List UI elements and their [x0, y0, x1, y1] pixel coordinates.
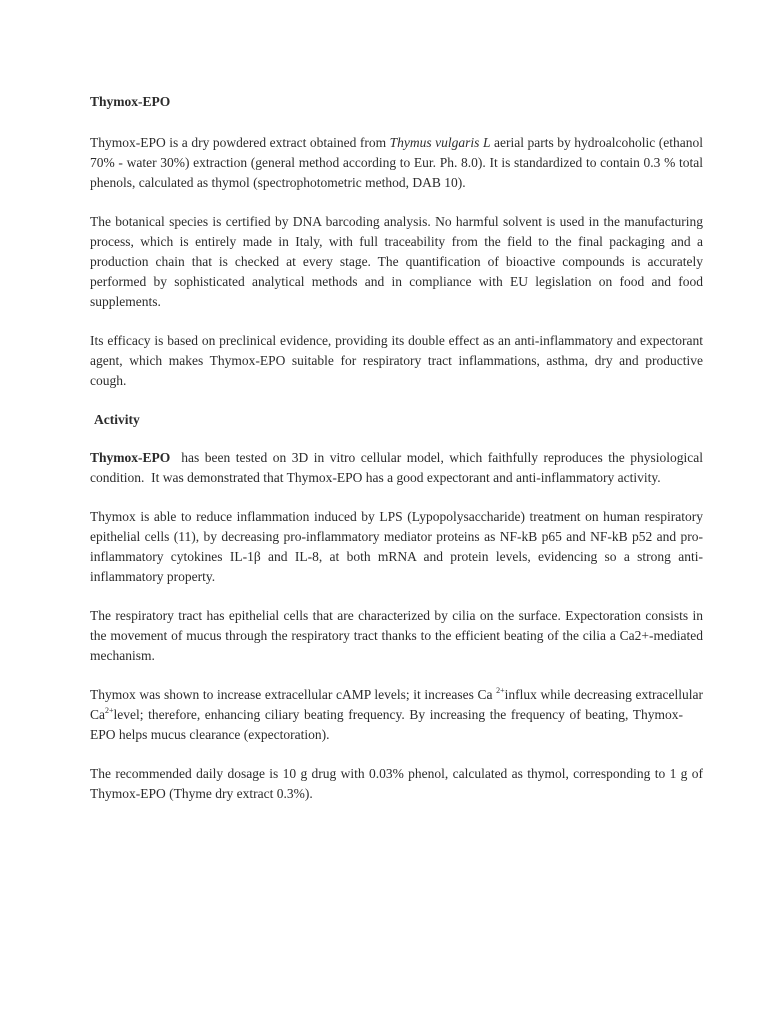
paragraph-camp: [90, 685, 703, 745]
p4-text-rest: has been tested on 3D in vitro cellular model, which faithfully reproduces the physiological condition. It was demonstrated that Thymox-EPO has a good expectorant and anti-inflammatory activity.: [90, 450, 707, 485]
superscript-2plus-b: 2+: [105, 706, 114, 715]
paragraph-efficacy: Its efficacy is based on preclinical evidence, providing its double effect as an anti-inflammatory and expectorant agent, which makes Thymox-EPO suitable for respiratory tract inflammations, asthma, dry and productive cough.: [90, 333, 703, 388]
paragraph-dosage: The recommended daily dosage is 10 g drug with 0.03% phenol, calculated as thymol, corresponding to 1 g of Thymox-EPO (Thyme dry extract 0.3%).: [90, 766, 703, 801]
p1-text-b: aerial parts by hydroalcoholic (ethanol 70% - water 30%) extraction (general method according to Eur. Ph. 8.0). It is standardized to contain 0.3 % total phenols, calculated as thymol (spectrophotometric method, DAB 10).: [90, 135, 704, 190]
paragraph-3d-model: [90, 448, 707, 488]
p1-text-a: Thymox-EPO is a dry powdered extract obtained from: [90, 135, 390, 150]
superscript-2plus-a: 2+: [496, 686, 505, 695]
p7-text-b: influx while decreasing extracellular Ca: [90, 687, 703, 722]
p7-text-d: EPO helps mucus clearance (expectoration).: [90, 727, 330, 742]
paragraph-anti-inflammatory: Thymox is able to reduce inflammation induced by LPS (Lypopolysaccharide) treatment on human respiratory epithelial cells (11), by decreasing pro-inflammatory mediator proteins as NF-kB p65 and NF-kB p52 and pro-inflammatory cytokines IL-1β and IL-8, at both mRNA and protein levels, evidencing so a strong anti-inflammatory property.: [90, 509, 703, 584]
product-name-bold: Thymox-EPO: [90, 450, 171, 465]
paragraph-extract-description: [90, 133, 703, 193]
species-name: Thymus vulgaris L: [389, 135, 491, 150]
p7-text-c: level; therefore, enhancing ciliary beating frequency. By increasing the frequency of beating, Thymox-: [113, 707, 683, 722]
p7-text-a: Thymox was shown to increase extracellular cAMP levels; it increases Ca: [90, 687, 497, 702]
paragraph-certification: The botanical species is certified by DNA barcoding analysis. No harmful solvent is used in the manufacturing process, which is entirely made in Italy, with full traceability from the field to the final packaging and a production chain that is checked at every stage. The quantification of bioactive compounds is accurately performed by sophisticated analytical methods and in compliance with EU legislation on food and food supplements.: [90, 214, 703, 309]
paragraph-respiratory-tract: The respiratory tract has epithelial cells that are characterized by cilia on the surface. Expectoration consists in the movement of mucus through the respiratory tract thanks to the efficient beating of the cilia a Ca2+-mediated mechanism.: [90, 608, 703, 663]
document-title: Thymox-EPO: [90, 94, 171, 109]
activity-heading: Activity: [94, 412, 140, 427]
document-page: [90, 92, 707, 823]
